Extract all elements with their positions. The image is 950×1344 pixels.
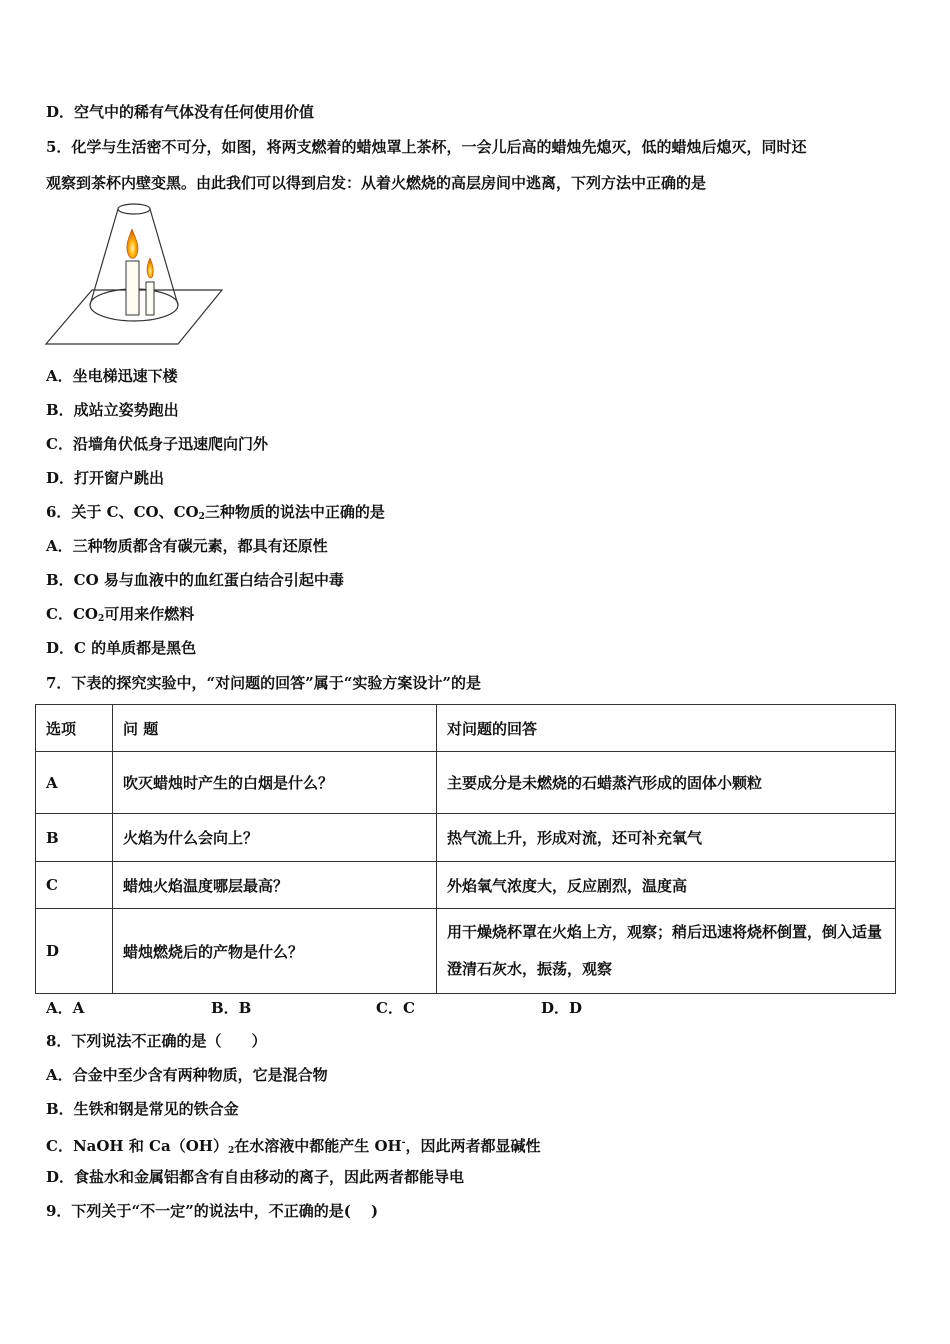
q7-answer-c: C．C — [376, 999, 415, 1017]
q5-stem-line-1: 5．化学与生活密不可分，如图，将两支燃着的蜡烛罩上茶杯，一会儿后高的蜡烛先熄灭，低的蜡烛后熄灭，同时还 — [46, 138, 807, 156]
row-answer: 主要成分是未燃烧的石蜡蒸汽形成的固体小颗粒 — [437, 752, 896, 814]
short-flame-icon — [147, 258, 153, 278]
q7-answer-a: A．A — [46, 999, 85, 1017]
table-header-row — [36, 705, 896, 752]
q4-option-d: D．空气中的稀有气体没有任何使用价值 — [46, 103, 315, 121]
q5-option-b: B．成站立姿势跑出 — [46, 401, 179, 419]
row-answer: 用干燥烧杯罩在火焰上方，观察；稍后迅速将烧杯倒置，倒入适量澄清石灰水，振荡，观察 — [437, 909, 896, 994]
q6-stem: 6．关于 C、CO、$CO_2$三种物质的说法中正确的是 — [46, 503, 385, 522]
table-row — [36, 862, 896, 909]
q6-option-d: D．C 的单质都是黑色 — [46, 639, 197, 657]
table-row — [36, 909, 896, 994]
table-row — [36, 814, 896, 862]
row-option: C — [36, 862, 113, 909]
q6-option-b: B．CO 易与血液中的血红蛋白结合引起中毒 — [46, 571, 344, 589]
header-answer: 对问题的回答 — [437, 705, 896, 752]
row-question: 火焰为什么会向上？ — [113, 814, 437, 862]
short-candle — [146, 282, 154, 315]
q8-stem: 8．下列说法不正确的是（ ） — [46, 1032, 267, 1050]
candle-cup-figure — [44, 200, 224, 348]
q5-option-c: C．沿墙角伏低身子迅速爬向门外 — [46, 435, 268, 453]
row-answer: 外焰氧气浓度大，反应剧烈，温度高 — [437, 862, 896, 909]
row-option: D — [36, 909, 113, 994]
row-question: 蜡烛燃烧后的产物是什么？ — [113, 909, 437, 994]
q7-table — [35, 704, 896, 994]
q8-option-d: D．食盐水和金属铝都含有自由移动的离子，因此两者都能导电 — [46, 1168, 465, 1186]
row-question: 蜡烛火焰温度哪层最高？ — [113, 862, 437, 909]
header-option: 选项 — [36, 705, 113, 752]
row-question: 吹灭蜡烛时产生的白烟是什么？ — [113, 752, 437, 814]
cup-top — [118, 204, 150, 214]
table-row — [36, 752, 896, 814]
row-option: A — [36, 752, 113, 814]
tall-flame-icon — [127, 229, 138, 259]
row-answer: 热气流上升，形成对流，还可补充氧气 — [437, 814, 896, 862]
q7-answer-options — [46, 997, 696, 1017]
q7-answer-b: B．B — [211, 999, 252, 1017]
q8-option-c: C．NaOH 和 $Ca(OH)_2$在水溶液中都能产生 OH-，因此两者都显碱性 — [46, 1137, 541, 1156]
q7-stem: 7．下表的探究实验中，“对问题的回答”属于“实验方案设计”的是 — [46, 674, 481, 692]
q8-option-b: B．生铁和钢是常见的铁合金 — [46, 1100, 239, 1118]
q5-stem-line-2: 观察到茶杯内壁变黑。由此我们可以得到启发：从着火燃烧的高层房间中逃离，下列方法中正确的是 — [46, 174, 707, 192]
q7-answer-d: D．D — [541, 999, 583, 1017]
tall-candle — [126, 261, 139, 315]
q6-option-a: A．三种物质都含有碳元素，都具有还原性 — [46, 537, 328, 555]
row-option: B — [36, 814, 113, 862]
q5-option-d: D．打开窗户跳出 — [46, 469, 165, 487]
q8-option-a: A．合金中至少含有两种物质，它是混合物 — [46, 1066, 328, 1084]
header-question: 问 题 — [113, 705, 437, 752]
q6-option-c: C．$CO_2$可用来作燃料 — [46, 605, 195, 624]
q9-stem: 9．下列关于“不一定”的说法中，不正确的是( ) — [46, 1202, 379, 1220]
q5-option-a: A．坐电梯迅速下楼 — [46, 367, 178, 385]
